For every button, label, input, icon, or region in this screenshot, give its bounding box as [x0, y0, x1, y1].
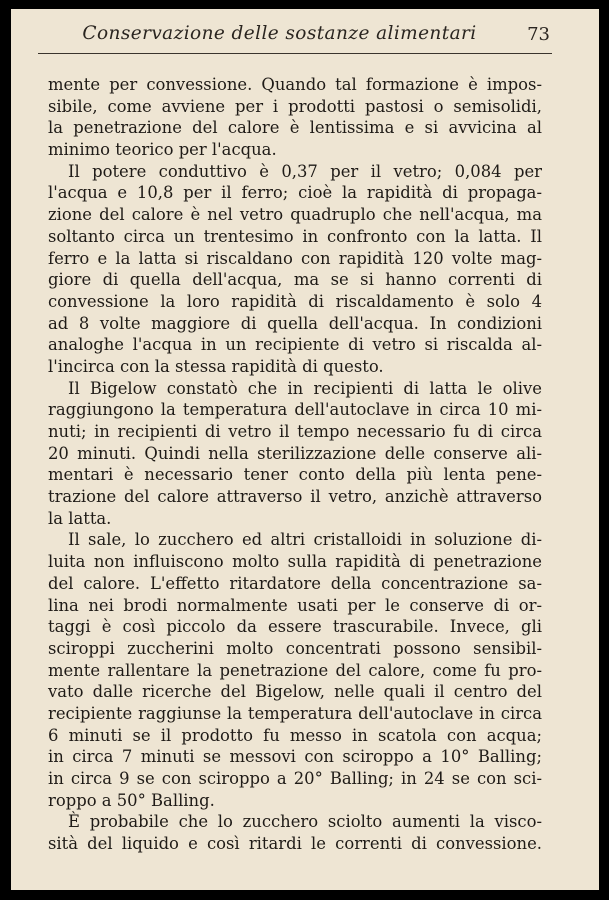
text-line: l'acqua e 10,8 per il ferro; cioè la rapidità di propaga- — [48, 183, 542, 203]
text-line: 20 minuti. Quindi nella sterilizzazione delle conserve ali- — [48, 443, 542, 463]
text-line: trazione del calore attraverso il vetro, anzichè attraverso — [48, 487, 542, 507]
text-line: del calore. L'effetto ritardatore della concentrazione sa- — [48, 573, 542, 593]
book-page — [11, 9, 599, 890]
text-line: 6 minuti se il prodotto fu messo in scatola con acqua; — [48, 725, 542, 745]
text-line: l'incirca con la stessa rapidità di questo. — [48, 356, 384, 376]
text-line: la penetrazione del calore è lentissima e si avvicina al — [48, 118, 542, 138]
text-line: la latta. — [48, 508, 112, 528]
text-line: recipiente raggiunse la temperatura dell'autoclave in circa — [48, 703, 542, 723]
text-line: È probabile che lo zucchero sciolto aumenti la visco- — [68, 812, 542, 832]
text-line: mente rallentare la penetrazione del calore, come fu pro- — [48, 660, 542, 680]
text-line: analoghe l'acqua in un recipiente di vetro si riscalda al- — [48, 335, 542, 355]
text-line: convessione la loro rapidità di riscaldamento è solo 4 — [48, 291, 542, 311]
text-line: ferro e la latta si riscaldano con rapidità 120 volte mag- — [48, 248, 542, 268]
page-number: 73 — [527, 24, 550, 45]
text-line: ad 8 volte maggiore di quella dell'acqua. In condizioni — [48, 313, 542, 333]
text-line: sibile, come avviene per i prodotti pastosi o semisolidi, — [48, 96, 542, 116]
running-title: Conservazione delle sostanze alimentari — [82, 23, 477, 44]
text-line: roppo a 50° Balling. — [48, 790, 215, 810]
text-line: taggi è così piccolo da essere trascurabile. Invece, gli — [48, 617, 542, 637]
text-line: luita non influiscono molto sulla rapidità di penetrazione — [48, 552, 542, 572]
text-line: mente per convessione. Quando tal formazione è impos- — [48, 75, 542, 94]
text-line: mentari è necessario tener conto della più lenta pene- — [48, 465, 542, 485]
text-line: nuti; in recipienti di vetro il tempo necessario fu di circa — [48, 422, 542, 441]
text-line: minimo teorico per l'acqua. — [48, 140, 277, 160]
text-line: sciroppi zuccherini molto concentrati possono sensibil- — [48, 638, 542, 658]
text-line: soltanto circa un trentesimo in confronto con la latta. Il — [48, 226, 542, 246]
text-line: in circa 9 se con sciroppo a 20° Balling; in 24 se con sci- — [48, 769, 542, 788]
text-line: Il sale, lo zucchero ed altri cristalloidi in soluzione di- — [68, 530, 542, 550]
text-line: Il potere conduttivo è 0,37 per il vetro; 0,084 per — [68, 161, 542, 181]
page-header — [49, 20, 550, 52]
text-line: lina nei brodi normalmente usati per le conserve di or- — [48, 595, 542, 615]
text-line: vato dalle ricerche del Bigelow, nelle quali il centro del — [48, 682, 542, 702]
text-line: raggiungono la temperatura dell'autoclave in circa 10 mi- — [48, 400, 542, 420]
text-line: sità del liquido e così ritardi le correnti di convessione. — [48, 834, 542, 854]
text-line: Il Bigelow constatò che in recipienti di latta le olive — [68, 378, 542, 398]
text-line: giore di quella dell'acqua, ma se si hanno correnti di — [48, 270, 542, 290]
text-line: in circa 7 minuti se messovi con sciroppo a 10° Balling; — [48, 747, 542, 767]
text-line: zione del calore è nel vetro quadruplo che nell'acqua, ma — [48, 205, 542, 225]
header-rule — [38, 53, 552, 54]
body-text — [48, 74, 542, 855]
